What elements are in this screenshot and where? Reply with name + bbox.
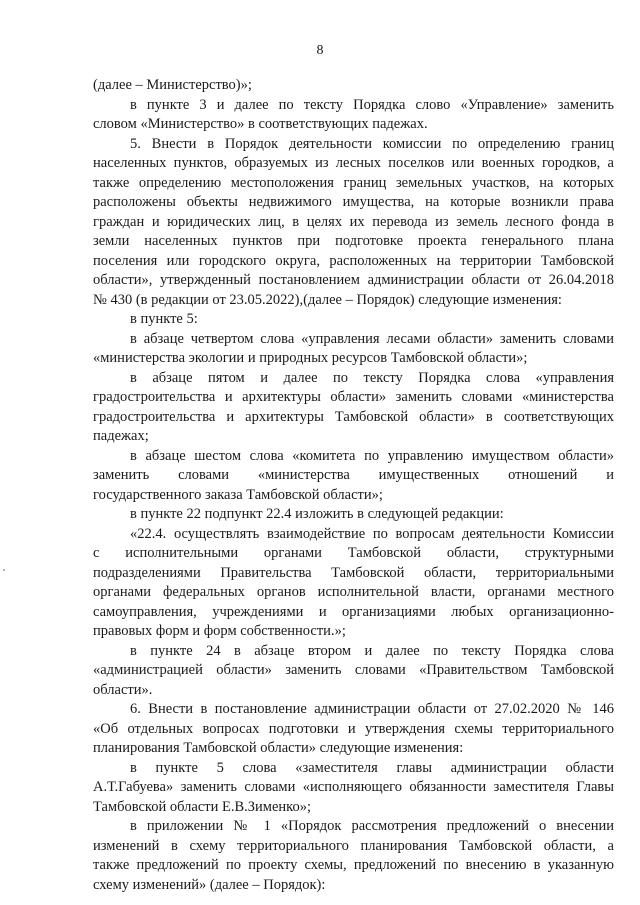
text-line: граждан и юридических лиц, в целях их перевода из земель лесного фонда в: [93, 213, 614, 230]
text-line: подразделениями Правительства Тамбовской области, территориальными: [93, 564, 614, 581]
text-line: расположены объекты недвижимого имущества, на которые возникли права: [93, 194, 614, 210]
text-line: падежах;: [93, 428, 149, 444]
text-line: схему изменений» (далее – Порядок):: [93, 876, 326, 893]
text-line: в пункте 5:: [130, 311, 198, 327]
text-line: в пункте 24 в абзаце втором и далее по тексту Порядка слова: [130, 642, 614, 659]
text-line: органами федеральных органов исполнительной власти, органами местного: [93, 584, 614, 600]
text-line: (далее – Министерство)»;: [93, 77, 252, 93]
text-line: «министерства экологии и природных ресурсов Тамбовской области»;: [93, 350, 528, 366]
text-line: «администрацией области» заменить словами «Правительством Тамбовской: [93, 662, 614, 678]
text-line: государственного заказа Тамбовской области»;: [93, 486, 383, 503]
text-line: Тамбовской области Е.В.Зименко»;: [93, 798, 311, 815]
text-line: земли населенных пунктов при подготовке проекта генерального плана: [93, 233, 614, 249]
text-line: также предложений по проекту схемы, предложений по внесению в указанную: [93, 857, 614, 873]
text-line: 6. Внести в постановление администрации области от 27.02.2020 № 146: [130, 701, 614, 717]
text-line: изменений в схему территориального планирования Тамбовской области, а: [93, 837, 614, 854]
text-line: в пункте 5 слова «заместителя главы администрации области: [130, 759, 614, 776]
text-line: № 430 (в редакции от 23.05.2022),(далее – Порядок) следующие изменения:: [93, 291, 562, 308]
text-line: планирования Тамбовской области» следующие изменения:: [93, 740, 464, 756]
text-line: «22.4. осуществлять взаимодействие по вопросам деятельности Комиссии: [130, 525, 614, 542]
text-line: области».: [93, 681, 153, 698]
text-line: в приложении № 1 «Порядок рассмотрения предложений о внесении: [130, 818, 614, 834]
text-line: поселения или городского округа, расположенных на территории Тамбовской: [93, 252, 614, 269]
text-line: самоуправления, учреждениями и организациями любых организационно-: [93, 603, 614, 620]
text-line: области», утвержденный постановлением администрации области от 26.04.2018: [93, 272, 614, 288]
page-number: 8: [316, 43, 324, 58]
text-line: правовых форм и форм собственности.»;: [93, 623, 346, 639]
text-line: градостроительства и архитектуры Тамбовской области» в соответствующих: [93, 408, 614, 425]
text-line: населенных пунктов, образуемых из лесных поселков или военных городков, а: [93, 155, 614, 171]
text-line: в абзаце шестом слова «комитета по управлению имуществом области»: [130, 447, 614, 464]
text-line: в абзаце четвертом слова «управления лесами области» заменить словами: [130, 330, 614, 347]
text-line: 5. Внести в Порядок деятельности комиссии по определению границ: [130, 135, 614, 152]
text-line: в пункте 3 и далее по тексту Порядка слово «Управление» заменить: [130, 96, 614, 113]
text-line: градостроительства и архитектуры области» заменить словами «министерства: [93, 389, 614, 405]
text-line: в абзаце пятом и далее по тексту Порядка слова «управления: [130, 369, 614, 386]
text-line: в пункте 22 подпункт 22.4 изложить в следующей редакции:: [130, 506, 504, 522]
text-line: словом «Министерство» в соответствующих падежах.: [93, 116, 428, 132]
document-body: [93, 76, 614, 895]
text-line: заменить словами «министерства имущественных отношений и: [93, 467, 614, 483]
text-line: с исполнительными органами Тамбовской области, структурными: [93, 545, 614, 561]
text-line: также определению местоположения границ земельных участков, на которых: [93, 174, 614, 191]
text-line: «Об отдельных вопросах подготовки и утверждения схемы территориального: [93, 720, 614, 737]
scan-speck: [3, 569, 5, 571]
text-line: А.Т.Габуева» заменить словами «исполняющего обязанности заместителя Главы: [93, 779, 614, 795]
